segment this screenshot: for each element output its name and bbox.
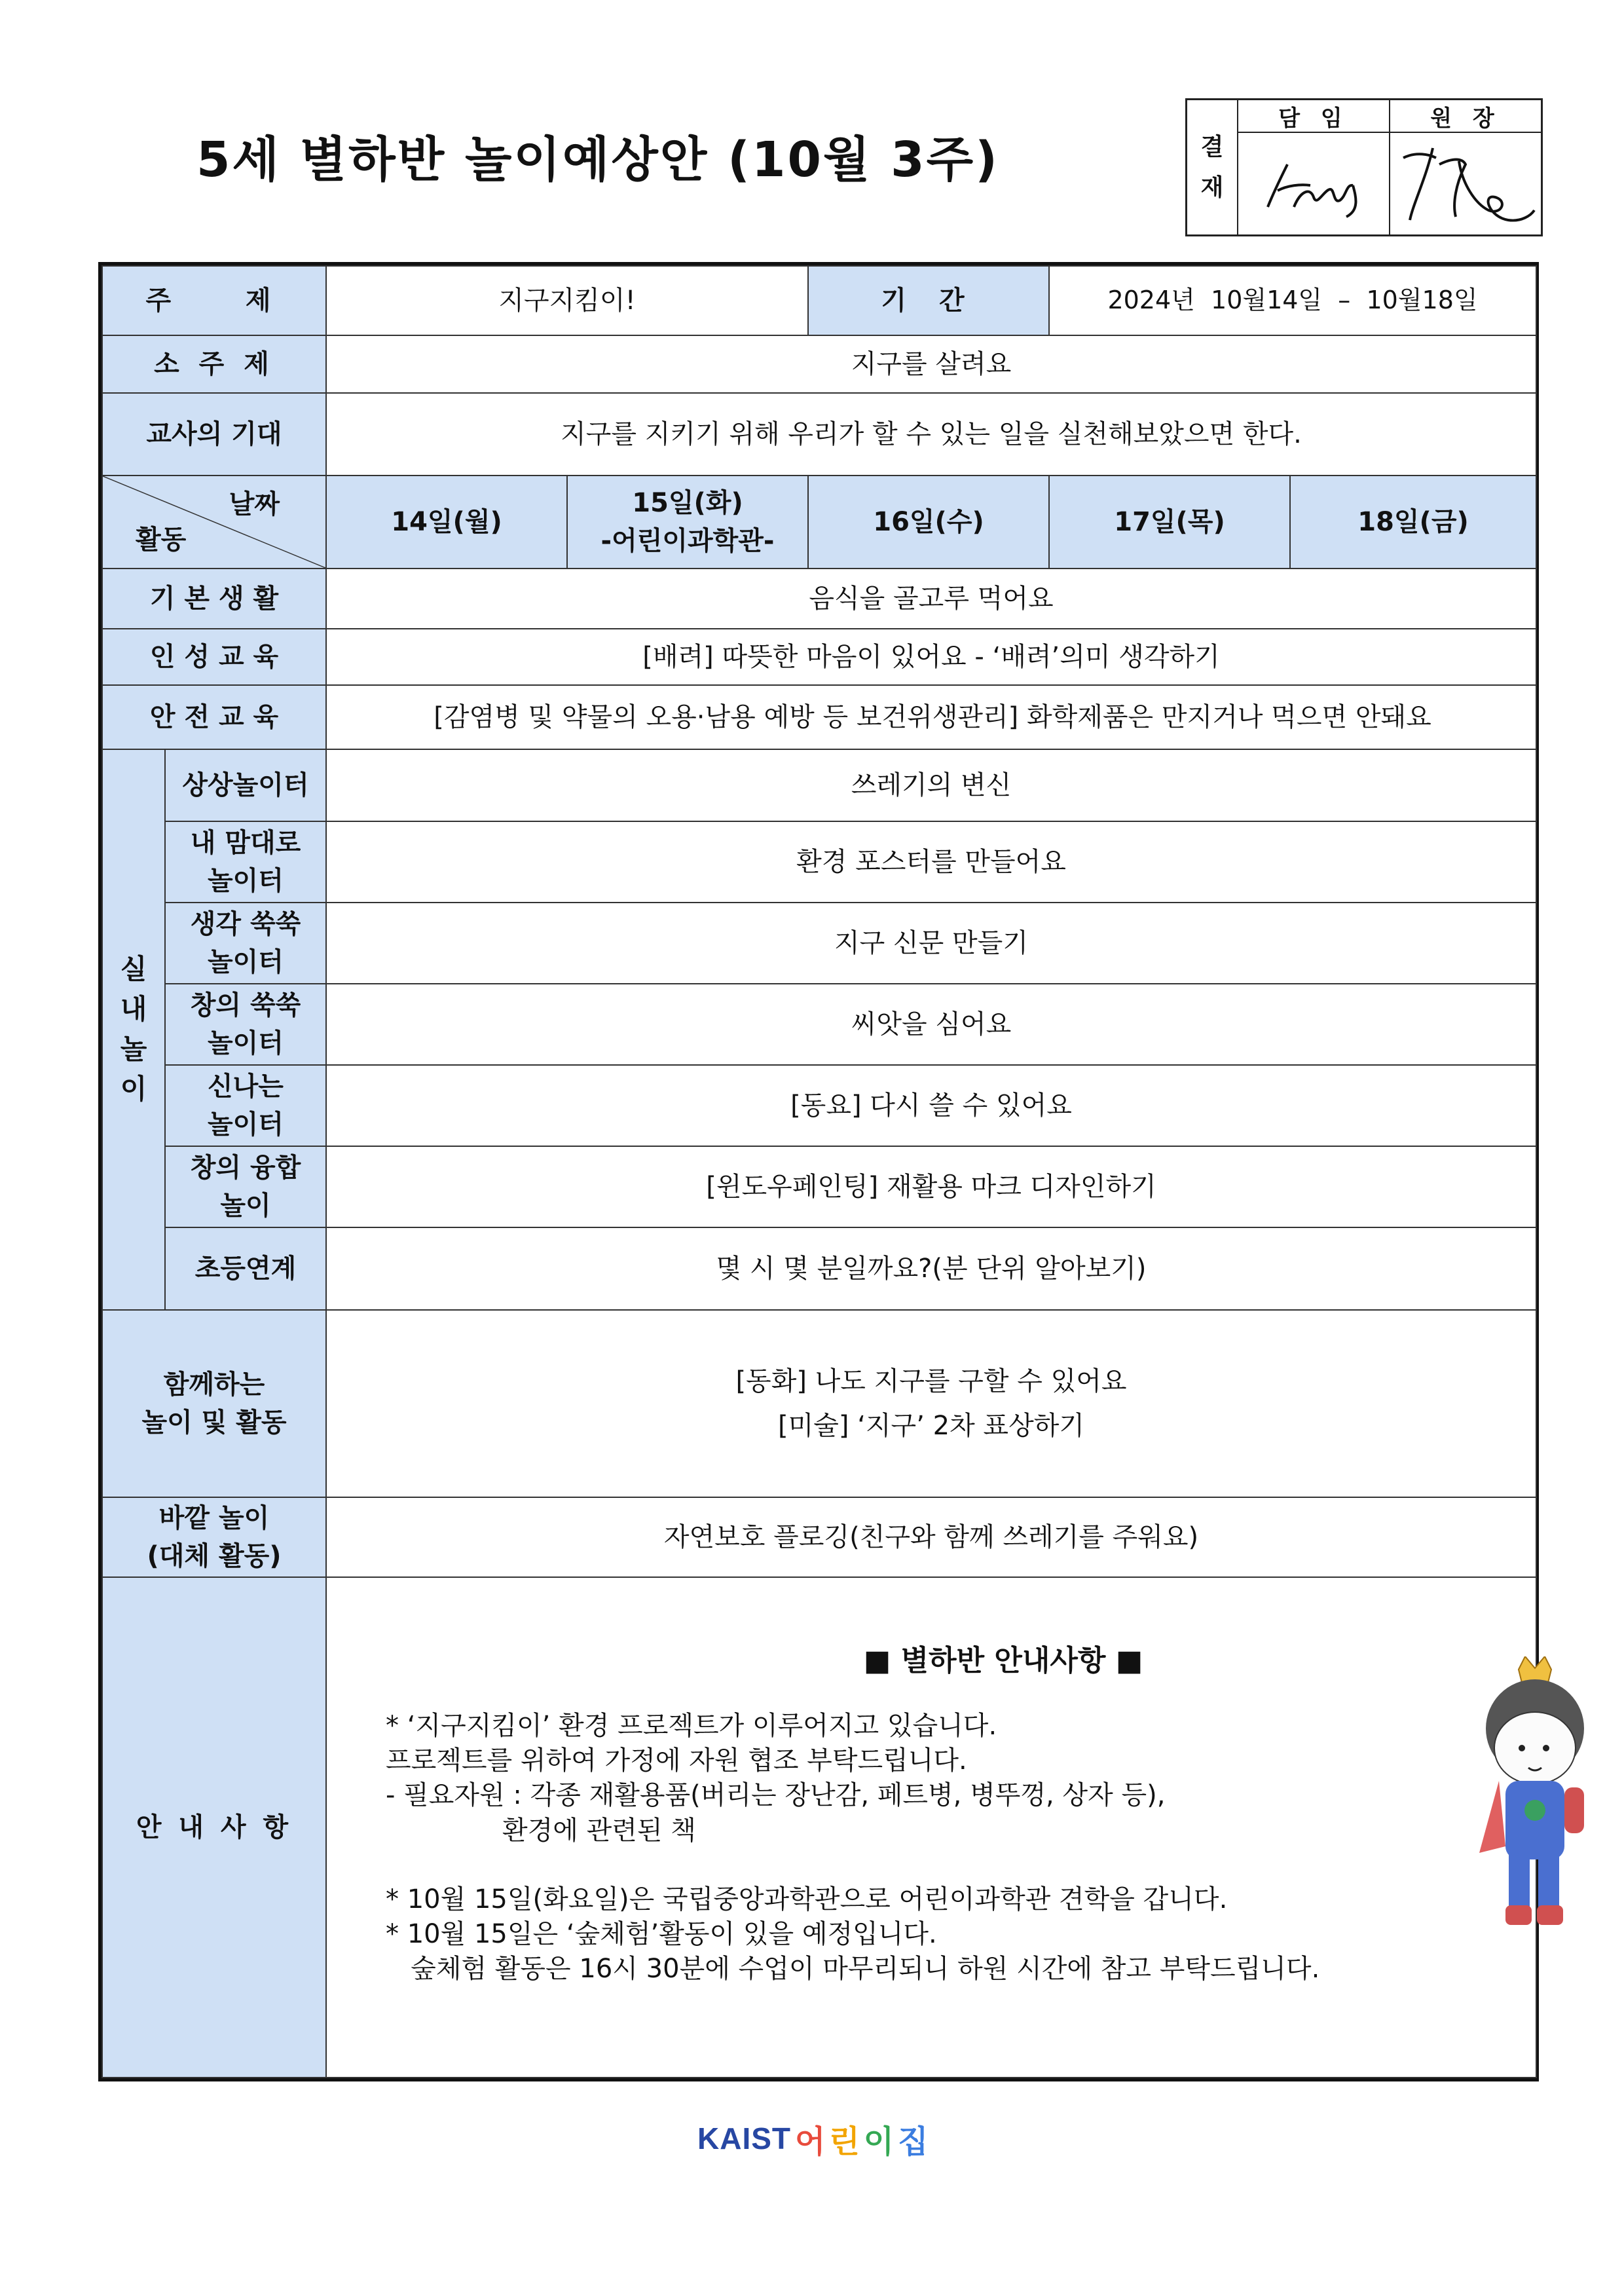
hero-child-illustration [1473, 1656, 1597, 1945]
theme-value: 지구지킴이! [326, 266, 808, 335]
indoor-play-activity: [윈도우페인팅] 재활용 마크 디자인하기 [326, 1146, 1536, 1227]
days-header-row [102, 476, 1536, 569]
subtheme-row [102, 335, 1536, 393]
indoor-play-row [102, 821, 1536, 903]
indoor-play-area-label: 창의 융합 놀이 [165, 1146, 326, 1227]
notice-content [326, 1577, 1536, 2078]
safety-edu-row [102, 685, 1536, 749]
character-edu-value: [배려] 따뜻한 마음이 있어요 - ‘배려’의미 생각하기 [326, 629, 1536, 685]
outdoor-activity: 자연보호 플로깅(친구와 함께 쓰레기를 주워요) [326, 1497, 1536, 1577]
expectation-row [102, 393, 1536, 476]
indoor-play-row [102, 1065, 1536, 1146]
indoor-play-label: 실 내 놀 이 [102, 749, 165, 1310]
theme-row [102, 266, 1536, 335]
day-tuesday-note: -어린이과학관- [600, 526, 775, 556]
day-wednesday: 16일(수) [808, 476, 1049, 569]
page-title: 5세 별하반 놀이예상안 (10월 3주) [196, 132, 999, 188]
approval-box [1185, 98, 1543, 236]
day-tuesday: 15일(화) -어린이과학관- [567, 476, 808, 569]
subtheme-label: 소 주 제 [102, 335, 326, 393]
kaist-kindergarten-logo: KAIST 어 린 이 집 [697, 2121, 929, 2160]
indoor-play-area-label: 생각 쑥쑥 놀이터 [165, 903, 326, 984]
character-edu-row [102, 629, 1536, 685]
day-monday: 14일(월) [326, 476, 567, 569]
principal-signature [1389, 133, 1541, 234]
indoor-play-activity: 지구 신문 만들기 [326, 903, 1536, 984]
plan-table-frame [98, 262, 1539, 2081]
notice-title: ■ 별하반 안내사항 ■ [863, 1644, 1143, 1677]
character-edu-label: 인 성 교 육 [102, 629, 326, 685]
outdoor-label: 바깥 놀이 (대체 활동) [102, 1497, 326, 1577]
safety-edu-value: [감염병 및 약물의 오용·남용 예방 등 보건위생관리] 화학제품은 만지거나 먹으면 안돼요 [326, 685, 1536, 749]
homeroom-signature [1237, 133, 1389, 234]
indoor-play-area-label: 창의 쑥쑥 놀이터 [165, 984, 326, 1065]
indoor-play-activity: 환경 포스터를 만들어요 [326, 821, 1536, 903]
outdoor-row [102, 1497, 1536, 1577]
period-value: 2024년 10월14일 – 10월18일 [1049, 266, 1536, 335]
indoor-play-area-label: 신나는 놀이터 [165, 1065, 326, 1146]
indoor-play-row [102, 903, 1536, 984]
indoor-play-activity: [동요] 다시 쓸 수 있어요 [326, 1065, 1536, 1146]
date-label: 날짜 [229, 489, 280, 519]
theme-label: 주 제 [102, 266, 326, 335]
indoor-play-activity: 몇 시 몇 분일까요?(분 단위 알아보기) [326, 1227, 1536, 1310]
indoor-play-row [102, 749, 1536, 821]
date-activity-corner [102, 476, 326, 569]
approval-principal-header: 원 장 [1389, 100, 1541, 133]
safety-edu-label: 안 전 교 육 [102, 685, 326, 749]
subtheme-value: 지구를 살려요 [326, 335, 1536, 393]
notice-row [102, 1577, 1536, 2078]
together-row [102, 1310, 1536, 1497]
indoor-play-row [102, 1227, 1536, 1310]
expectation-value: 지구를 지키기 위해 우리가 할 수 있는 일을 실천해보았으면 한다. [326, 393, 1536, 476]
together-label: 함께하는 놀이 및 활동 [102, 1310, 326, 1497]
indoor-play-area-label: 초등연계 [165, 1227, 326, 1310]
notice-body: * ‘지구지킴이’ 환경 프로젝트가 이루어지고 있습니다. 프로젝트를 위하여 가정에 자원 협조 부탁드립니다. - 필요자원 : 각종 재활용품(버리는 장난감, 페트병, 병뚜껑, 상자 등), 환경에 관련된 책 * 10월 15일(화요일)은 국립중앙과학관으로 어린이과학관 견학을 갑니다. * 10월 15일은 ‘숲체험’활동이 있을 예정입니다. 숲체험 활동은 16시 30분에 수업이 마무리되니 하원 시간에 참고 부탁드립니다. [386, 1711, 1320, 1985]
approval-label: 결 재 [1200, 134, 1224, 201]
activity-label: 활동 [136, 525, 187, 555]
basic-life-row [102, 569, 1536, 629]
basic-life-label: 기 본 생 활 [102, 569, 326, 629]
basic-life-value: 음식을 골고루 먹어요 [326, 569, 1536, 629]
expectation-label: 교사의 기대 [102, 393, 326, 476]
indoor-play-activity: 씨앗을 심어요 [326, 984, 1536, 1065]
together-activities: [동화] 나도 지구를 구할 수 있어요 [미술] ‘지구’ 2차 표상하기 [326, 1310, 1536, 1497]
indoor-play-area-label: 상상놀이터 [165, 749, 326, 821]
plan-table [101, 265, 1537, 2078]
indoor-play-area-label: 내 맘대로 놀이터 [165, 821, 326, 903]
period-label: 기 간 [808, 266, 1049, 335]
day-friday: 18일(금) [1290, 476, 1536, 569]
approval-homeroom-header: 담 임 [1237, 100, 1389, 133]
indoor-play-activity: 쓰레기의 변신 [326, 749, 1536, 821]
indoor-play-row [102, 984, 1536, 1065]
day-thursday: 17일(목) [1049, 476, 1290, 569]
notice-label: 안 내 사 항 [102, 1577, 326, 2078]
indoor-play-row [102, 1146, 1536, 1227]
